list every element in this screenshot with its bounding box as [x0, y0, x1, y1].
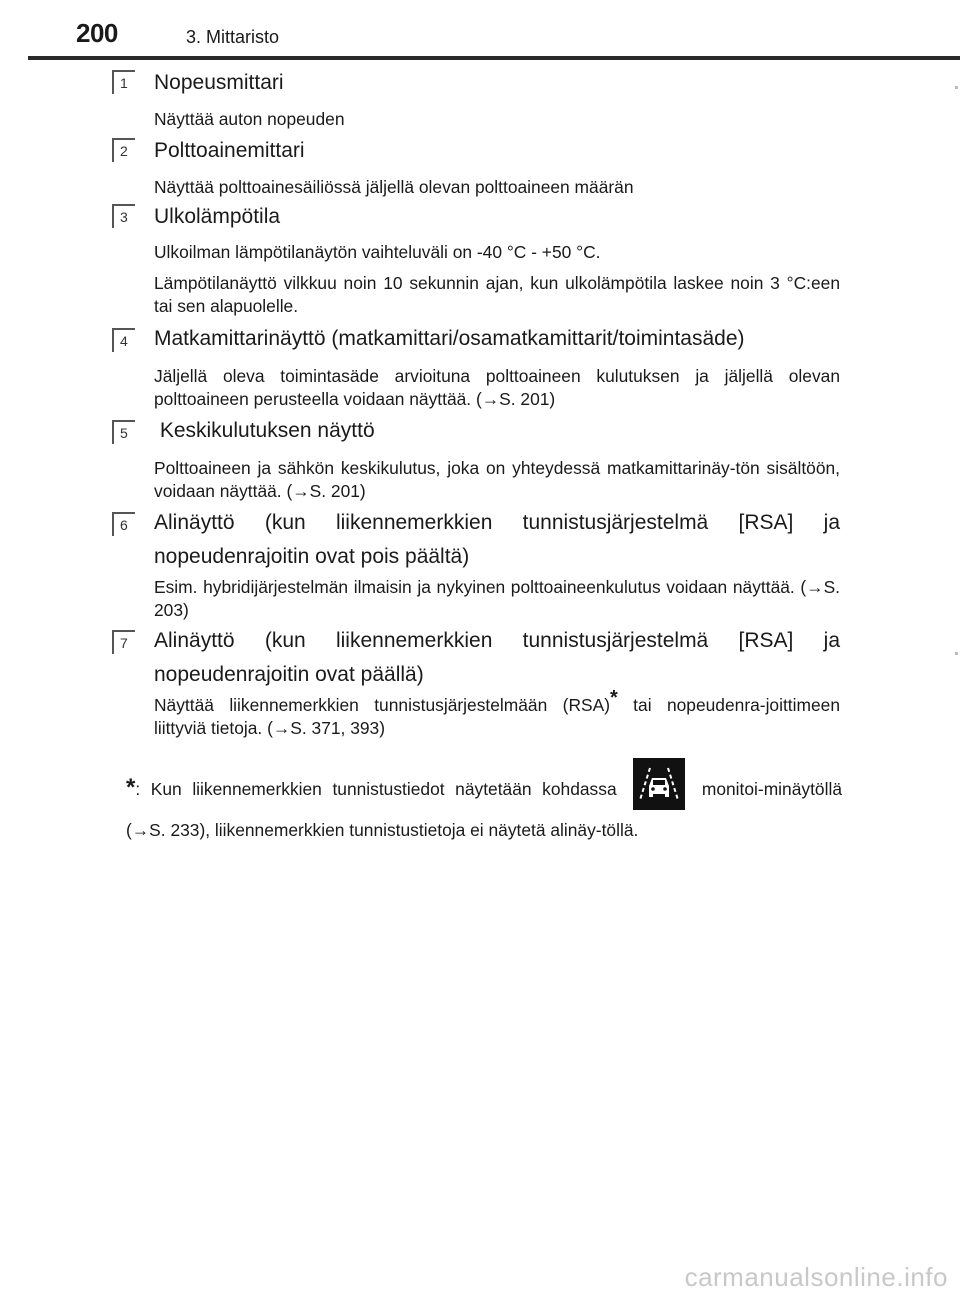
item-number-marker: 5 — [112, 420, 135, 444]
item-body: Jäljellä oleva toimintasäde arvioituna polttoaineen kulutuksen ja jäljellä olevan polttoaineen perusteella voidaan näyttää. (→S. 201) — [154, 366, 840, 409]
item-number-marker: 2 — [112, 138, 135, 162]
footnote-text: Kun liikennemerkkien tunnistustiedot näytetään kohdassa — [150, 779, 617, 799]
item-title: Ulkolämpötila — [154, 205, 281, 228]
footnote-colon: : — [135, 779, 151, 799]
item-title: Nopeusmittari — [154, 71, 284, 94]
item-body: Esim. hybridijärjestelmän ilmaisin ja nykyinen polttoaineenkulutus voidaan näyttää. (→S. 203) — [154, 577, 840, 620]
item-number-marker: 7 — [112, 630, 135, 654]
asterisk-marker: * — [610, 687, 618, 710]
item-body — [154, 687, 840, 740]
scan-speck — [955, 86, 958, 89]
item-body: Polttoaineen ja sähkön keskikulutus, joka on yhteydessä matkamittarinäy-tön sisältöön, voidaan näyttää. (→S. 201) — [154, 458, 840, 501]
item-number-marker: 4 — [112, 328, 135, 352]
item-title: Keskikulutuksen näyttö — [154, 419, 375, 442]
chapter-title: 3. Mittaristo — [186, 27, 280, 47]
item-title: Matkamittarinäyttö (matkamittari/osamatkamittarit/toimintasäde) — [154, 327, 745, 350]
item-title: Polttoainemittari — [154, 139, 305, 162]
item-title: Alinäyttö (kun liikennemerkkien tunnistusjärjestelmä [RSA] ja nopeudenrajoitin ovat pois päältä) — [154, 511, 840, 568]
item-body: Lämpötilanäyttö vilkkuu noin 10 sekunnin ajan, kun ulkolämpötila laskee noin 3 °C:een tai sen alapuolelle. — [154, 273, 840, 316]
footnote — [126, 768, 842, 850]
item-number-marker: 3 — [112, 204, 135, 228]
watermark: carmanualsonline.info — [684, 1262, 948, 1292]
item-body: Ulkoilman lämpötilanäytön vaihteluväli on -40 °C - +50 °C. — [154, 242, 601, 262]
item-body: Näyttää auton nopeuden — [154, 109, 345, 129]
scan-speck — [955, 652, 958, 655]
item-title: Alinäyttö (kun liikennemerkkien tunnistusjärjestelmä [RSA] ja nopeudenrajoitin ovat päällä) — [154, 629, 840, 686]
header-rule — [28, 56, 960, 60]
page-header — [0, 0, 960, 62]
item-body-text: tai nopeudenra-joittimeen liittyviä tietoja. (→S. 371, 393) — [154, 695, 840, 738]
item-number-marker: 6 — [112, 512, 135, 536]
lane-car-icon — [633, 758, 685, 810]
item-body: Näyttää polttoainesäiliössä jäljellä olevan polttoaineen määrän — [154, 177, 634, 197]
page-number: 200 — [76, 18, 118, 48]
item-body-text: Näyttää liikennemerkkien tunnistusjärjestelmään (RSA) — [154, 695, 610, 715]
footnote-marker: * — [126, 774, 136, 801]
item-number-marker: 1 — [112, 70, 135, 94]
footnote-text: monitoi-minäytöllä (→S. 233), liikennemerkkien tunnistustietoja ei näytetä alinäy-töllä. — [126, 779, 842, 841]
